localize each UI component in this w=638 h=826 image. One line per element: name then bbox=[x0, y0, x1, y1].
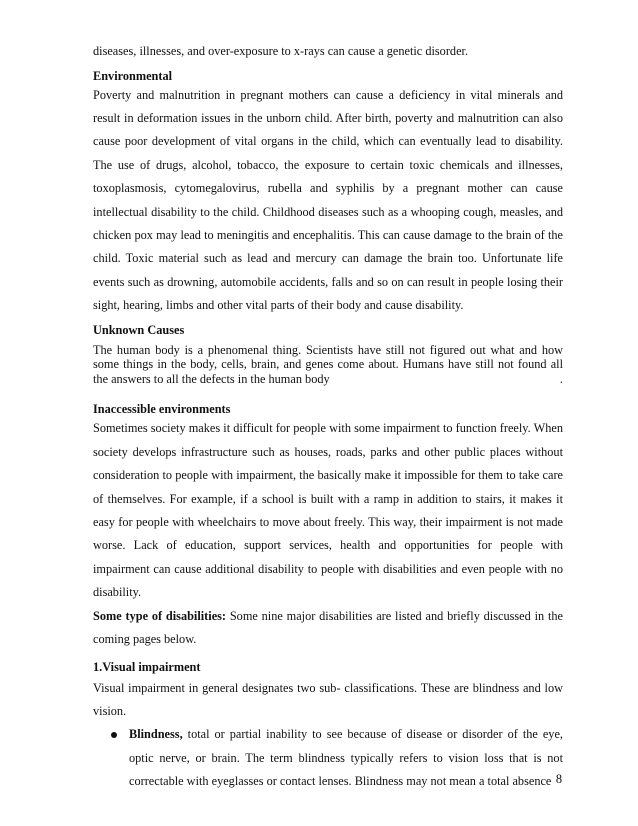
environmental-heading: Environmental bbox=[93, 68, 173, 83]
unknown-causes-paragraph bbox=[93, 343, 563, 387]
list-item bbox=[93, 723, 563, 793]
types-lead: Some type of disabilities: bbox=[93, 608, 227, 623]
environmental-paragraph: Poverty and malnutrition in pregnant mothers can cause a deficiency in vital minerals and result in deformation issues in the unborn child. After birth, poverty and malnutrition can also cause poor development of vital organs in the child, which can eventually lead to disability. The use of drugs, alcohol, tobacco, the exposure to certain toxic chemicals and illnesses, toxoplasmosis, cytomegalovirus, rubella and syphilis by a pregnant mother can cause intellectual disability to the child. Childhood diseases such as a whooping cough, measles, and chicken pox may lead to meningitis and encephalitis. This can cause damage to the brain of the child. Toxic material such as lead and mercury can damage the brain too. Unfortunate life events such as drowning, automobile accidents, falls and so on can result in people losing their sight, hearing, limbs and other vital parts of their body and cause disability. bbox=[93, 87, 563, 313]
blindness-term: Blindness, bbox=[129, 727, 183, 742]
unknown-causes-trailing: . bbox=[559, 371, 563, 386]
blindness-body: total or partial inability to see because of disease or disorder of the eye, optic nerve, or brain. The term blindness typically refers to vision loss that is not correctable with eyeglasses or contact lenses. Blindness may not mean a total absence bbox=[129, 727, 563, 789]
page-content bbox=[93, 44, 563, 794]
visual-impairment-heading: 1.Visual impairment bbox=[93, 659, 201, 674]
unknown-causes-text: The human body is a phenomenal thing. Scientists have still not figured out what and how some things in the body, cells, brain, and genes come about. Humans have still not found all the answers to all the defects in the human body bbox=[93, 342, 563, 386]
unknown-causes-heading: Unknown Causes bbox=[93, 322, 185, 337]
bullet-dot bbox=[111, 732, 117, 738]
blindness-item-text bbox=[129, 723, 563, 793]
intro-line: diseases, illnesses, and over-exposure to x-rays can cause a genetic disorder. bbox=[93, 44, 469, 58]
types-body: Some nine major disabilities are listed and briefly discussed in the coming pages below. bbox=[93, 608, 563, 647]
inaccessible-paragraph: Sometimes society makes it difficult for people with some impairment to function freely. When society develops infrastructure such as houses, roads, parks and other public places without consideration to people with impairment, the basically make it impossible for them to take care of themselves. For example, if a school is built with a ramp in addition to stairs, it makes it easy for people with wheelchairs to move about freely. This way, their impairment is not made worse. Lack of education, support services, health and opportunities for people with impairment can cause additional disability to people with disabilities and even people with no disability. bbox=[93, 421, 563, 600]
types-paragraph bbox=[93, 605, 563, 652]
page-number: 8 bbox=[555, 772, 562, 786]
inaccessible-heading: Inaccessible environments bbox=[93, 402, 231, 417]
visual-impairment-paragraph: Visual impairment in general designates two sub- classifications. These are blindness and low vision. bbox=[93, 680, 563, 718]
visual-impairment-list bbox=[93, 723, 563, 793]
